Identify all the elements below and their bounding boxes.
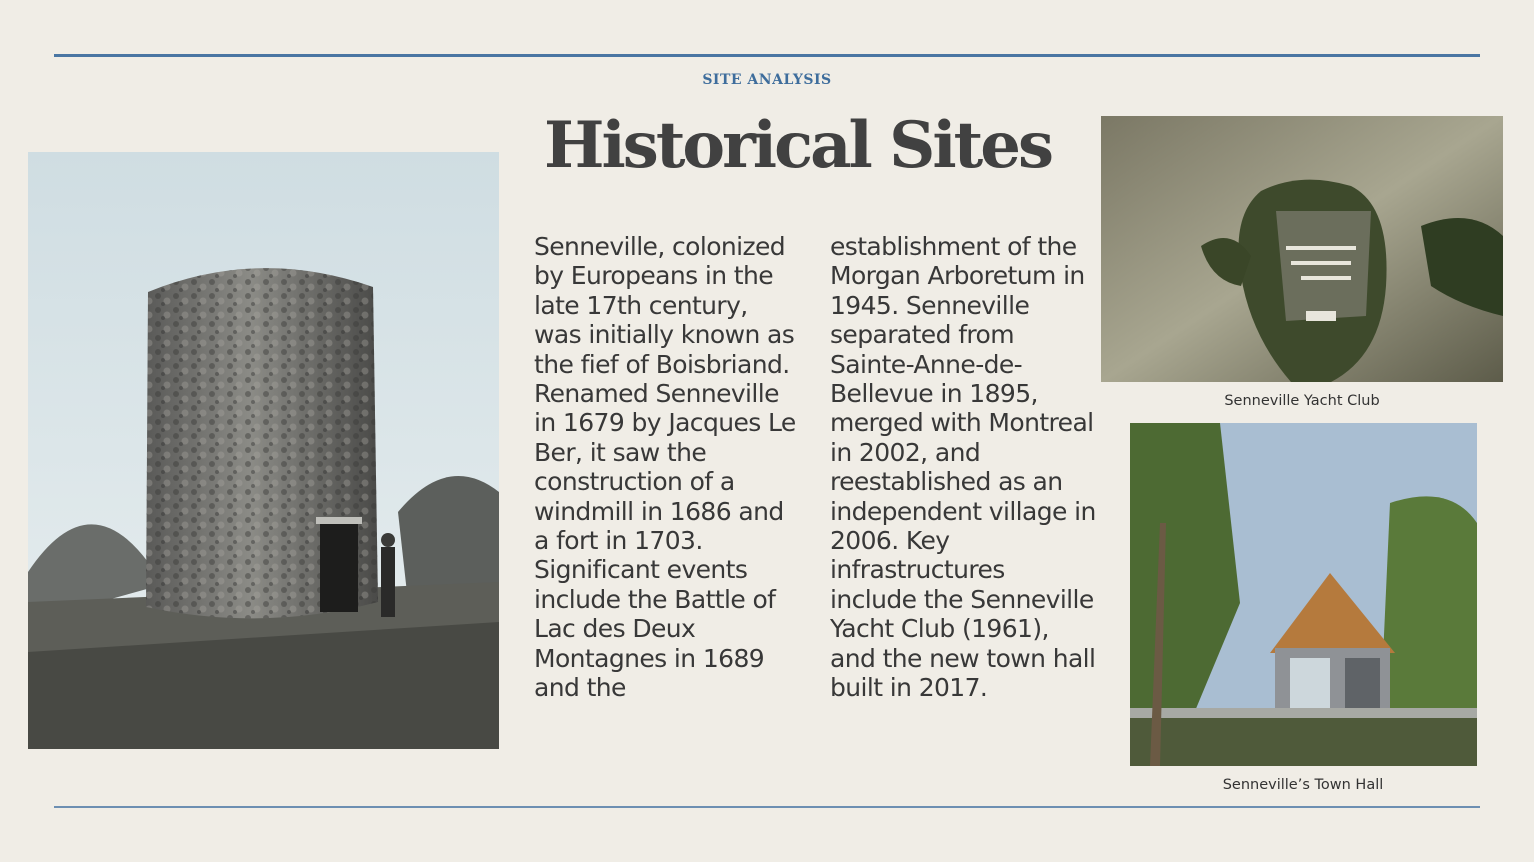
page-title: Historical Sites — [544, 108, 1051, 183]
yacht-club-caption: Senneville Yacht Club — [1224, 393, 1380, 409]
section-kicker: SITE ANALYSIS — [702, 72, 832, 88]
town-hall-caption: Senneville’s Town Hall — [1222, 777, 1384, 793]
history-paragraph: Senneville, colonized by Europeans in the late 17th century, was initially known as the fief of Boisbriand. Renamed Senneville in 1679 by Jacques Le Ber, it saw the construction of a windmill in 1686 and a fort in 1703. Significant events include the Battle of Lac des Deux Montagnes in 1689 and the establishment of the Morgan Arboretum in 1945. Senneville separated from Sainte-Anne-de-Bellevue in 1895, merged with Montreal in 2002, and reestablished as an independent village in 2006. Key infrastructures include the Senneville Yacht Club (1961), and the new town hall built in 2017. — [534, 232, 1096, 703]
bottom-divider — [54, 806, 1480, 808]
yacht-club-aerial-photo — [1101, 116, 1503, 382]
windmill-tower-photo — [28, 152, 499, 749]
top-divider — [54, 54, 1480, 57]
town-hall-photo — [1130, 423, 1477, 766]
